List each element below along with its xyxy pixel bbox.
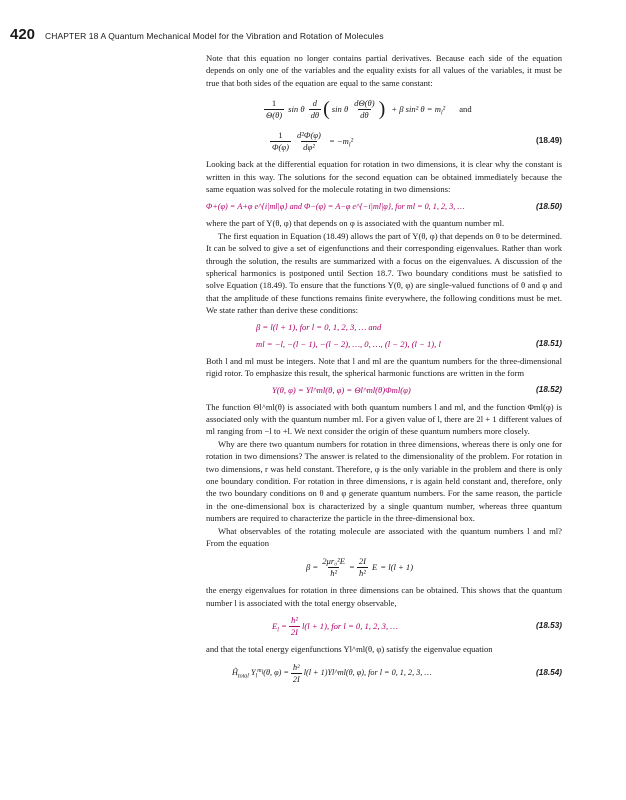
equation-text: ml = −l, −(l − 1), −(l − 2), …, 0, …, (l − 2), (l − 1), l <box>256 339 441 350</box>
equation-text: Φ+(φ) = A+φ e^{i|ml|φ} and Φ−(φ) = A−φ e^{−i|ml|φ}, for ml = 0, 1, 2, 3, … <box>206 202 465 212</box>
equation-number: (18.50) <box>536 202 562 212</box>
equation-text: l(l + 1)Yl^ml(θ, φ), for l = 0, 1, 2, 3, … <box>303 668 432 678</box>
equation-18-53: $E_l$ = $\frac{\text{ħ²}}{2I}$ l(l + 1), for l = 0, 1, 2, 3, … (18.53) <box>272 614 562 637</box>
paragraph: The function Θl^ml(θ) is associated with both quantum numbers l and ml, and the function Φml(φ) is associated only with the quantum number ml. For a given value of l, there are 2l + 1 different values of ml ranging from −l to +l. We next consider the origin of these quantum numbers more closely. <box>206 401 562 437</box>
equation-number: (18.54) <box>536 668 562 678</box>
paragraph: where the part of Y(θ, φ) that depends on φ is associated with the quantum number ml. <box>206 218 505 229</box>
equation-18-51 <box>256 338 562 352</box>
equation-beta <box>256 321 562 335</box>
equation-number: (18.51) <box>536 339 562 349</box>
equation-text: = l(l + 1) <box>380 562 414 573</box>
paragraph: and that the total energy eigenfunctions Yl^ml(θ, φ) satisfy the eigenvalue equation <box>206 644 493 655</box>
equation-text: Y(θ, φ) = Yl^ml(θ, φ) = Θl^ml(θ)Φml(φ) <box>272 385 411 396</box>
equation-18-54: $Ĥ_{total}$ $Y_l^{m_l}(\theta$, φ) = $\frac{\text{ħ²}}{2I}$ l(l + 1)Yl^ml(θ, φ), for l = 0, 1, 2, 3, … (18.54) <box>232 663 562 685</box>
equation-text: β = l(l + 1), for l = 0, 1, 2, 3, … and <box>256 322 382 333</box>
equation-beta-energy: β = $\frac{\text{2μr₀²E}}{\text{ħ²}}$ = $\frac{2I}{\text{ħ²}}$ E = l(l + 1) <box>306 555 414 578</box>
paragraph: Both l and ml must be integers. Note that l and ml are the quantum numbers for the three-dimensional rigid rotor. To emphasize this result, the spherical harmonic functions are written in the form <box>206 355 562 379</box>
chapter-title: CHAPTER 18 A Quantum Mechanical Model for the Vibration and Rotation of Molecules <box>45 31 384 41</box>
equation-18-50 <box>206 200 562 214</box>
equation-number: (18.52) <box>536 385 562 395</box>
page-number: 420 <box>10 26 36 43</box>
page-body <box>206 52 562 692</box>
paragraph: the energy eigenvalues for rotation in three dimensions can be obtained. This shows that the quantum number l is associated with the total energy observable, <box>206 585 562 608</box>
paragraph: Looking back at the differential equation for rotation in two dimensions, it is clear why the constant is written in this way. The solutions for the second equation can be obtained immediately because the same equation was solved for the molecule rotating in two dimensions: <box>206 159 562 195</box>
equation-phi: $\frac{1}{\Phi(\varphi)}$ $\frac{\text{d²Φ(φ)}}{\text{dφ²}}$ = $-m_l^2$ (18.49) <box>272 129 562 152</box>
equation-18-52 <box>272 384 562 398</box>
paragraph: Note that this equation no longer contains partial derivatives. Because each side of the equation depends on only one of the variables and the equality exists for all values of the variables, it must be true that both sides of the equation are equal to the same constant: <box>206 53 562 88</box>
equation-number: (18.53) <box>536 620 562 630</box>
paragraph: The first equation in Equation (18.49) allows the part of Y(θ, φ) that depends on θ to be determined. It can be solved to give a set of eigenfunctions and their corresponding eigenvalues. Rather than work through the solution, the results are summarized with a focus on the eigenvalues. A discussion of the spherical harmonics is postponed until Section 18.7. Two boundary conditions must be satisfied to solve Equation (18.49). To ensure that the functions Y(θ, φ) are single-valued functions of θ and φ and that the amplitude of these functions remains finite everywhere, the following conditions must be met. We state rather than derive these conditions: <box>206 230 562 316</box>
page-header <box>10 26 606 43</box>
equation-theta: $\frac{1}{\Theta(\theta)}$ sin θ $\frac{d}{d\theta}$ ( sin θ $\frac{d\Theta(\theta)}{d\theta}$ ) + β sin² $\theta = m_l^2$ and <box>266 97 472 121</box>
equation-number: (18.49) <box>536 136 562 146</box>
paragraph: What observables of the rotating molecule are associated with the quantum numbers l and ml? From the equation <box>206 525 562 548</box>
paragraph: Why are there two quantum numbers for rotation in three dimensions, whereas there is only one for rotation in two dimensions? The answer is related to the dimensionality of the problem. For rotation in two dimensions, r was held constant. Therefore, φ is the only variable in the problem and there is only one boundary condition. For rotation in three dimensions, r is again held constant and, therefore, only the two boundary conditions on θ and φ generate quantum numbers. For the same reason, the particle in the one-dimensional box is characterized by a single quantum number, whereas three quantum numbers are required to characterize the particle in the three-dimensional box. <box>206 438 562 524</box>
and-text: and <box>459 104 472 115</box>
equation-text: l(l + 1), for l = 0, 1, 2, 3, … <box>302 620 398 631</box>
